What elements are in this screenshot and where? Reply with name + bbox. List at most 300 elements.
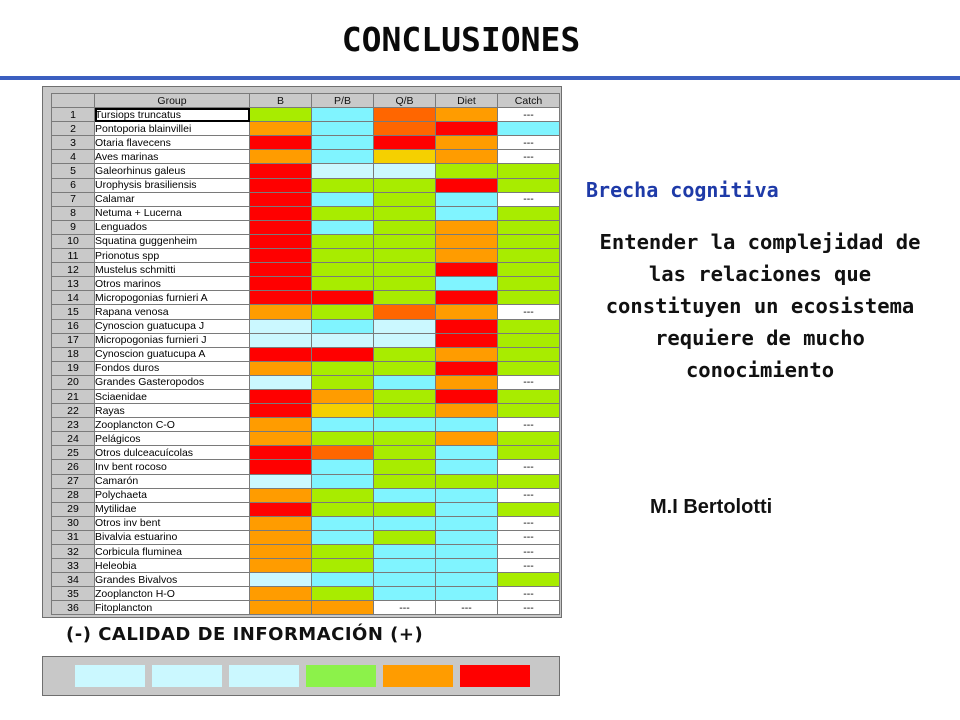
group-name-cell[interactable]: Fitoplancton	[95, 601, 250, 615]
group-name-cell[interactable]: Grandes Gasteropodos	[95, 375, 250, 389]
b-quality-cell[interactable]	[250, 192, 312, 206]
catch-quality-cell[interactable]: ---	[498, 305, 560, 319]
table-row[interactable]	[52, 587, 560, 601]
diet-quality-cell[interactable]	[436, 375, 498, 389]
qb-quality-cell[interactable]	[374, 206, 436, 220]
pb-quality-cell[interactable]	[312, 206, 374, 220]
pb-quality-cell[interactable]	[312, 263, 374, 277]
diet-quality-cell[interactable]	[436, 192, 498, 206]
catch-quality-cell[interactable]	[498, 502, 560, 516]
diet-quality-cell[interactable]	[436, 460, 498, 474]
row-number[interactable]: 5	[52, 164, 95, 178]
table-row[interactable]	[52, 333, 560, 347]
group-name-cell[interactable]: Cynoscion guatucupa J	[95, 319, 250, 333]
pb-quality-cell[interactable]	[312, 545, 374, 559]
group-name-cell[interactable]: Zooplancton C-O	[95, 418, 250, 432]
b-quality-cell[interactable]	[250, 375, 312, 389]
catch-quality-cell[interactable]: ---	[498, 418, 560, 432]
legend-swatch	[306, 665, 376, 687]
b-quality-cell[interactable]	[250, 432, 312, 446]
pb-quality-cell[interactable]	[312, 347, 374, 361]
group-name-cell[interactable]: Heleobia	[95, 559, 250, 573]
pb-quality-cell[interactable]	[312, 150, 374, 164]
b-quality-cell[interactable]	[250, 150, 312, 164]
table-row[interactable]	[52, 319, 560, 333]
row-number[interactable]: 4	[52, 150, 95, 164]
row-number[interactable]: 14	[52, 291, 95, 305]
row-number[interactable]: 28	[52, 488, 95, 502]
group-name-cell[interactable]: Tursiops truncatus	[95, 108, 250, 122]
b-quality-cell[interactable]	[250, 559, 312, 573]
qb-quality-cell[interactable]	[374, 305, 436, 319]
catch-quality-cell[interactable]	[498, 178, 560, 192]
diet-quality-cell[interactable]	[436, 164, 498, 178]
qb-quality-cell[interactable]	[374, 234, 436, 248]
row-number[interactable]: 8	[52, 206, 95, 220]
column-header-qb[interactable]: Q/B	[374, 94, 436, 108]
qb-quality-cell[interactable]	[374, 460, 436, 474]
table-row[interactable]	[52, 206, 560, 220]
group-name-cell[interactable]: Micropogonias furnieri A	[95, 291, 250, 305]
table-row[interactable]	[52, 249, 560, 263]
group-name-cell[interactable]: Otros dulceacuícolas	[95, 446, 250, 460]
catch-quality-cell[interactable]	[498, 432, 560, 446]
b-quality-cell[interactable]	[250, 389, 312, 403]
catch-quality-cell[interactable]	[498, 122, 560, 136]
row-number[interactable]: 11	[52, 249, 95, 263]
catch-quality-cell[interactable]: ---	[498, 530, 560, 544]
diet-quality-cell[interactable]	[436, 319, 498, 333]
qb-quality-cell[interactable]	[374, 559, 436, 573]
catch-quality-cell[interactable]	[498, 333, 560, 347]
row-number[interactable]: 32	[52, 545, 95, 559]
group-name-cell[interactable]: Otaria flavecens	[95, 136, 250, 150]
qb-quality-cell[interactable]	[374, 375, 436, 389]
diet-quality-cell[interactable]	[436, 418, 498, 432]
pb-quality-cell[interactable]	[312, 333, 374, 347]
column-header-diet[interactable]: Diet	[436, 94, 498, 108]
catch-quality-cell[interactable]: ---	[498, 601, 560, 615]
diet-quality-cell[interactable]	[436, 234, 498, 248]
b-quality-cell[interactable]	[250, 164, 312, 178]
row-number[interactable]: 35	[52, 587, 95, 601]
qb-quality-cell[interactable]	[374, 319, 436, 333]
pb-quality-cell[interactable]	[312, 418, 374, 432]
pb-quality-cell[interactable]	[312, 136, 374, 150]
pb-quality-cell[interactable]	[312, 573, 374, 587]
table-row[interactable]	[52, 530, 560, 544]
diet-quality-cell[interactable]	[436, 291, 498, 305]
column-header-pb[interactable]: P/B	[312, 94, 374, 108]
b-quality-cell[interactable]	[250, 573, 312, 587]
qb-quality-cell[interactable]	[374, 192, 436, 206]
diet-quality-cell[interactable]	[436, 305, 498, 319]
table-row[interactable]	[52, 108, 560, 122]
group-name-cell[interactable]: Otros marinos	[95, 277, 250, 291]
catch-quality-cell[interactable]	[498, 446, 560, 460]
pb-quality-cell[interactable]	[312, 516, 374, 530]
b-quality-cell[interactable]	[250, 178, 312, 192]
row-number[interactable]: 19	[52, 361, 95, 375]
diet-quality-cell[interactable]	[436, 446, 498, 460]
table-row[interactable]	[52, 234, 560, 248]
table-row[interactable]	[52, 150, 560, 164]
qb-quality-cell[interactable]	[374, 502, 436, 516]
diet-quality-cell[interactable]	[436, 530, 498, 544]
qb-quality-cell[interactable]	[374, 404, 436, 418]
table-row[interactable]	[52, 418, 560, 432]
diet-quality-cell[interactable]	[436, 432, 498, 446]
row-number[interactable]: 16	[52, 319, 95, 333]
catch-quality-cell[interactable]	[498, 206, 560, 220]
diet-quality-cell[interactable]	[436, 559, 498, 573]
diet-quality-cell[interactable]: ---	[436, 601, 498, 615]
catch-quality-cell[interactable]	[498, 220, 560, 234]
diet-quality-cell[interactable]	[436, 122, 498, 136]
row-number[interactable]: 6	[52, 178, 95, 192]
table-row[interactable]	[52, 545, 560, 559]
row-number[interactable]: 29	[52, 502, 95, 516]
qb-quality-cell[interactable]	[374, 277, 436, 291]
qb-quality-cell[interactable]	[374, 418, 436, 432]
pb-quality-cell[interactable]	[312, 305, 374, 319]
catch-quality-cell[interactable]	[498, 249, 560, 263]
b-quality-cell[interactable]	[250, 220, 312, 234]
group-name-cell[interactable]: Cynoscion guatucupa A	[95, 347, 250, 361]
table-row[interactable]	[52, 488, 560, 502]
b-quality-cell[interactable]	[250, 601, 312, 615]
row-number[interactable]: 15	[52, 305, 95, 319]
pb-quality-cell[interactable]	[312, 277, 374, 291]
column-header-group[interactable]: Group	[95, 94, 250, 108]
b-quality-cell[interactable]	[250, 234, 312, 248]
b-quality-cell[interactable]	[250, 545, 312, 559]
table-row[interactable]	[52, 375, 560, 389]
row-number[interactable]: 17	[52, 333, 95, 347]
b-quality-cell[interactable]	[250, 418, 312, 432]
row-number[interactable]: 33	[52, 559, 95, 573]
diet-quality-cell[interactable]	[436, 136, 498, 150]
catch-quality-cell[interactable]	[498, 164, 560, 178]
b-quality-cell[interactable]	[250, 249, 312, 263]
table-row[interactable]	[52, 404, 560, 418]
diet-quality-cell[interactable]	[436, 545, 498, 559]
pb-quality-cell[interactable]	[312, 192, 374, 206]
row-number[interactable]: 21	[52, 389, 95, 403]
catch-quality-cell[interactable]: ---	[498, 587, 560, 601]
qb-quality-cell[interactable]	[374, 122, 436, 136]
b-quality-cell[interactable]	[250, 361, 312, 375]
group-name-cell[interactable]: Mytilidae	[95, 502, 250, 516]
catch-quality-cell[interactable]: ---	[498, 559, 560, 573]
group-name-cell[interactable]: Pontoporia blainvillei	[95, 122, 250, 136]
pb-quality-cell[interactable]	[312, 164, 374, 178]
b-quality-cell[interactable]	[250, 291, 312, 305]
b-quality-cell[interactable]	[250, 474, 312, 488]
group-name-cell[interactable]: Micropogonias furnieri J	[95, 333, 250, 347]
table-row[interactable]	[52, 178, 560, 192]
group-name-cell[interactable]: Otros inv bent	[95, 516, 250, 530]
group-name-cell[interactable]: Squatina guggenheim	[95, 234, 250, 248]
table-row[interactable]	[52, 559, 560, 573]
catch-quality-cell[interactable]	[498, 277, 560, 291]
row-number[interactable]: 25	[52, 446, 95, 460]
group-name-cell[interactable]: Zooplancton H-O	[95, 587, 250, 601]
table-row[interactable]	[52, 502, 560, 516]
data-quality-grid	[42, 86, 562, 618]
pb-quality-cell[interactable]	[312, 375, 374, 389]
qb-quality-cell[interactable]	[374, 516, 436, 530]
qb-quality-cell[interactable]	[374, 573, 436, 587]
b-quality-cell[interactable]	[250, 136, 312, 150]
diet-quality-cell[interactable]	[436, 108, 498, 122]
group-name-cell[interactable]: Rapana venosa	[95, 305, 250, 319]
pb-quality-cell[interactable]	[312, 446, 374, 460]
qb-quality-cell[interactable]	[374, 164, 436, 178]
row-number[interactable]: 24	[52, 432, 95, 446]
qb-quality-cell[interactable]	[374, 220, 436, 234]
table-row[interactable]	[52, 164, 560, 178]
table-row[interactable]	[52, 573, 560, 587]
diet-quality-cell[interactable]	[436, 389, 498, 403]
b-quality-cell[interactable]	[250, 108, 312, 122]
table-row[interactable]	[52, 277, 560, 291]
catch-quality-cell[interactable]: ---	[498, 460, 560, 474]
catch-quality-cell[interactable]: ---	[498, 488, 560, 502]
catch-quality-cell[interactable]	[498, 291, 560, 305]
group-name-cell[interactable]: Grandes Bivalvos	[95, 573, 250, 587]
catch-quality-cell[interactable]	[498, 389, 560, 403]
group-name-cell[interactable]: Calamar	[95, 192, 250, 206]
row-number[interactable]: 23	[52, 418, 95, 432]
catch-quality-cell[interactable]: ---	[498, 192, 560, 206]
diet-quality-cell[interactable]	[436, 488, 498, 502]
row-number[interactable]: 26	[52, 460, 95, 474]
qb-quality-cell[interactable]	[374, 432, 436, 446]
table-row[interactable]	[52, 474, 560, 488]
qb-quality-cell[interactable]	[374, 389, 436, 403]
diet-quality-cell[interactable]	[436, 277, 498, 291]
b-quality-cell[interactable]	[250, 122, 312, 136]
group-name-cell[interactable]: Mustelus schmitti	[95, 263, 250, 277]
table-row[interactable]	[52, 432, 560, 446]
group-name-cell[interactable]: Urophysis brasiliensis	[95, 178, 250, 192]
qb-quality-cell[interactable]	[374, 249, 436, 263]
column-header-b[interactable]: B	[250, 94, 312, 108]
pb-quality-cell[interactable]	[312, 389, 374, 403]
group-name-cell[interactable]: Sciaenidae	[95, 389, 250, 403]
catch-quality-cell[interactable]: ---	[498, 150, 560, 164]
pb-quality-cell[interactable]	[312, 178, 374, 192]
group-name-cell[interactable]: Rayas	[95, 404, 250, 418]
table-row[interactable]	[52, 601, 560, 615]
b-quality-cell[interactable]	[250, 516, 312, 530]
group-name-cell[interactable]: Galeorhinus galeus	[95, 164, 250, 178]
diet-quality-cell[interactable]	[436, 474, 498, 488]
b-quality-cell[interactable]	[250, 488, 312, 502]
pb-quality-cell[interactable]	[312, 474, 374, 488]
group-name-cell[interactable]: Inv bent rocoso	[95, 460, 250, 474]
qb-quality-cell[interactable]	[374, 347, 436, 361]
row-number[interactable]: 10	[52, 234, 95, 248]
row-number[interactable]: 27	[52, 474, 95, 488]
row-number[interactable]: 31	[52, 530, 95, 544]
row-number[interactable]: 1	[52, 108, 95, 122]
catch-quality-cell[interactable]	[498, 474, 560, 488]
row-number[interactable]: 2	[52, 122, 95, 136]
b-quality-cell[interactable]	[250, 263, 312, 277]
group-name-cell[interactable]: Pelágicos	[95, 432, 250, 446]
diet-quality-cell[interactable]	[436, 220, 498, 234]
row-number[interactable]: 34	[52, 573, 95, 587]
b-quality-cell[interactable]	[250, 530, 312, 544]
qb-quality-cell[interactable]	[374, 108, 436, 122]
group-name-cell[interactable]: Netuma + Lucerna	[95, 206, 250, 220]
catch-quality-cell[interactable]: ---	[498, 375, 560, 389]
pb-quality-cell[interactable]	[312, 319, 374, 333]
pb-quality-cell[interactable]	[312, 530, 374, 544]
legend-swatch	[383, 665, 453, 687]
pb-quality-cell[interactable]	[312, 502, 374, 516]
diet-quality-cell[interactable]	[436, 361, 498, 375]
table-row[interactable]	[52, 361, 560, 375]
table-row[interactable]	[52, 122, 560, 136]
diet-quality-cell[interactable]	[436, 573, 498, 587]
pb-quality-cell[interactable]	[312, 488, 374, 502]
catch-quality-cell[interactable]: ---	[498, 108, 560, 122]
diet-quality-cell[interactable]	[436, 249, 498, 263]
catch-quality-cell[interactable]	[498, 404, 560, 418]
catch-quality-cell[interactable]	[498, 319, 560, 333]
pb-quality-cell[interactable]	[312, 559, 374, 573]
qb-quality-cell[interactable]	[374, 361, 436, 375]
pb-quality-cell[interactable]	[312, 404, 374, 418]
row-number[interactable]: 13	[52, 277, 95, 291]
group-name-cell[interactable]: Bivalvia estuarino	[95, 530, 250, 544]
pb-quality-cell[interactable]	[312, 122, 374, 136]
b-quality-cell[interactable]	[250, 206, 312, 220]
catch-quality-cell[interactable]	[498, 361, 560, 375]
pb-quality-cell[interactable]	[312, 432, 374, 446]
pb-quality-cell[interactable]	[312, 108, 374, 122]
diet-quality-cell[interactable]	[436, 150, 498, 164]
table-row[interactable]	[52, 389, 560, 403]
b-quality-cell[interactable]	[250, 305, 312, 319]
pb-quality-cell[interactable]	[312, 587, 374, 601]
row-number[interactable]: 9	[52, 220, 95, 234]
b-quality-cell[interactable]	[250, 347, 312, 361]
catch-quality-cell[interactable]	[498, 263, 560, 277]
row-number[interactable]: 36	[52, 601, 95, 615]
qb-quality-cell[interactable]	[374, 488, 436, 502]
group-name-cell[interactable]: Aves marinas	[95, 150, 250, 164]
group-name-cell[interactable]: Fondos duros	[95, 361, 250, 375]
b-quality-cell[interactable]	[250, 404, 312, 418]
table-row[interactable]	[52, 347, 560, 361]
qb-quality-cell[interactable]	[374, 150, 436, 164]
row-number[interactable]: 20	[52, 375, 95, 389]
qb-quality-cell[interactable]	[374, 587, 436, 601]
qb-quality-cell[interactable]	[374, 545, 436, 559]
qb-quality-cell[interactable]: ---	[374, 601, 436, 615]
row-number[interactable]: 18	[52, 347, 95, 361]
catch-quality-cell[interactable]: ---	[498, 545, 560, 559]
table-row[interactable]	[52, 220, 560, 234]
corner-cell	[52, 94, 95, 108]
qb-quality-cell[interactable]	[374, 263, 436, 277]
group-name-cell[interactable]: Prionotus spp	[95, 249, 250, 263]
row-number[interactable]: 7	[52, 192, 95, 206]
group-name-cell[interactable]: Corbicula fluminea	[95, 545, 250, 559]
pb-quality-cell[interactable]	[312, 361, 374, 375]
catch-quality-cell[interactable]	[498, 234, 560, 248]
b-quality-cell[interactable]	[250, 460, 312, 474]
column-header-catch[interactable]: Catch	[498, 94, 560, 108]
conclusion-text: Entender la complejidad de las relaciones que constituyen un ecosistema requiere de mucho conocimiento	[599, 230, 921, 382]
group-name-cell[interactable]: Lenguados	[95, 220, 250, 234]
diet-quality-cell[interactable]	[436, 404, 498, 418]
catch-quality-cell[interactable]	[498, 573, 560, 587]
table-row[interactable]	[52, 136, 560, 150]
b-quality-cell[interactable]	[250, 587, 312, 601]
table-row[interactable]	[52, 446, 560, 460]
pb-quality-cell[interactable]	[312, 291, 374, 305]
row-number[interactable]: 30	[52, 516, 95, 530]
b-quality-cell[interactable]	[250, 446, 312, 460]
row-number[interactable]: 3	[52, 136, 95, 150]
catch-quality-cell[interactable]: ---	[498, 136, 560, 150]
table-row[interactable]	[52, 305, 560, 319]
table-row[interactable]	[52, 460, 560, 474]
b-quality-cell[interactable]	[250, 502, 312, 516]
diet-quality-cell[interactable]	[436, 178, 498, 192]
catch-quality-cell[interactable]	[498, 347, 560, 361]
qb-quality-cell[interactable]	[374, 136, 436, 150]
qb-quality-cell[interactable]	[374, 474, 436, 488]
row-number[interactable]: 12	[52, 263, 95, 277]
row-number[interactable]: 22	[52, 404, 95, 418]
catch-quality-cell[interactable]: ---	[498, 516, 560, 530]
qb-quality-cell[interactable]	[374, 333, 436, 347]
table-row[interactable]	[52, 291, 560, 305]
qb-quality-cell[interactable]	[374, 178, 436, 192]
diet-quality-cell[interactable]	[436, 333, 498, 347]
diet-quality-cell[interactable]	[436, 347, 498, 361]
pb-quality-cell[interactable]	[312, 220, 374, 234]
qb-quality-cell[interactable]	[374, 446, 436, 460]
b-quality-cell[interactable]	[250, 277, 312, 291]
qb-quality-cell[interactable]	[374, 291, 436, 305]
group-name-cell[interactable]: Polychaeta	[95, 488, 250, 502]
diet-quality-cell[interactable]	[436, 516, 498, 530]
b-quality-cell[interactable]	[250, 333, 312, 347]
diet-quality-cell[interactable]	[436, 502, 498, 516]
legend-swatch	[229, 665, 299, 687]
pb-quality-cell[interactable]	[312, 601, 374, 615]
diet-quality-cell[interactable]	[436, 206, 498, 220]
table-row[interactable]	[52, 192, 560, 206]
table-row[interactable]	[52, 263, 560, 277]
pb-quality-cell[interactable]	[312, 234, 374, 248]
diet-quality-cell[interactable]	[436, 587, 498, 601]
pb-quality-cell[interactable]	[312, 460, 374, 474]
group-name-cell[interactable]: Camarón	[95, 474, 250, 488]
diet-quality-cell[interactable]	[436, 263, 498, 277]
b-quality-cell[interactable]	[250, 319, 312, 333]
pb-quality-cell[interactable]	[312, 249, 374, 263]
table-row[interactable]	[52, 516, 560, 530]
qb-quality-cell[interactable]	[374, 530, 436, 544]
